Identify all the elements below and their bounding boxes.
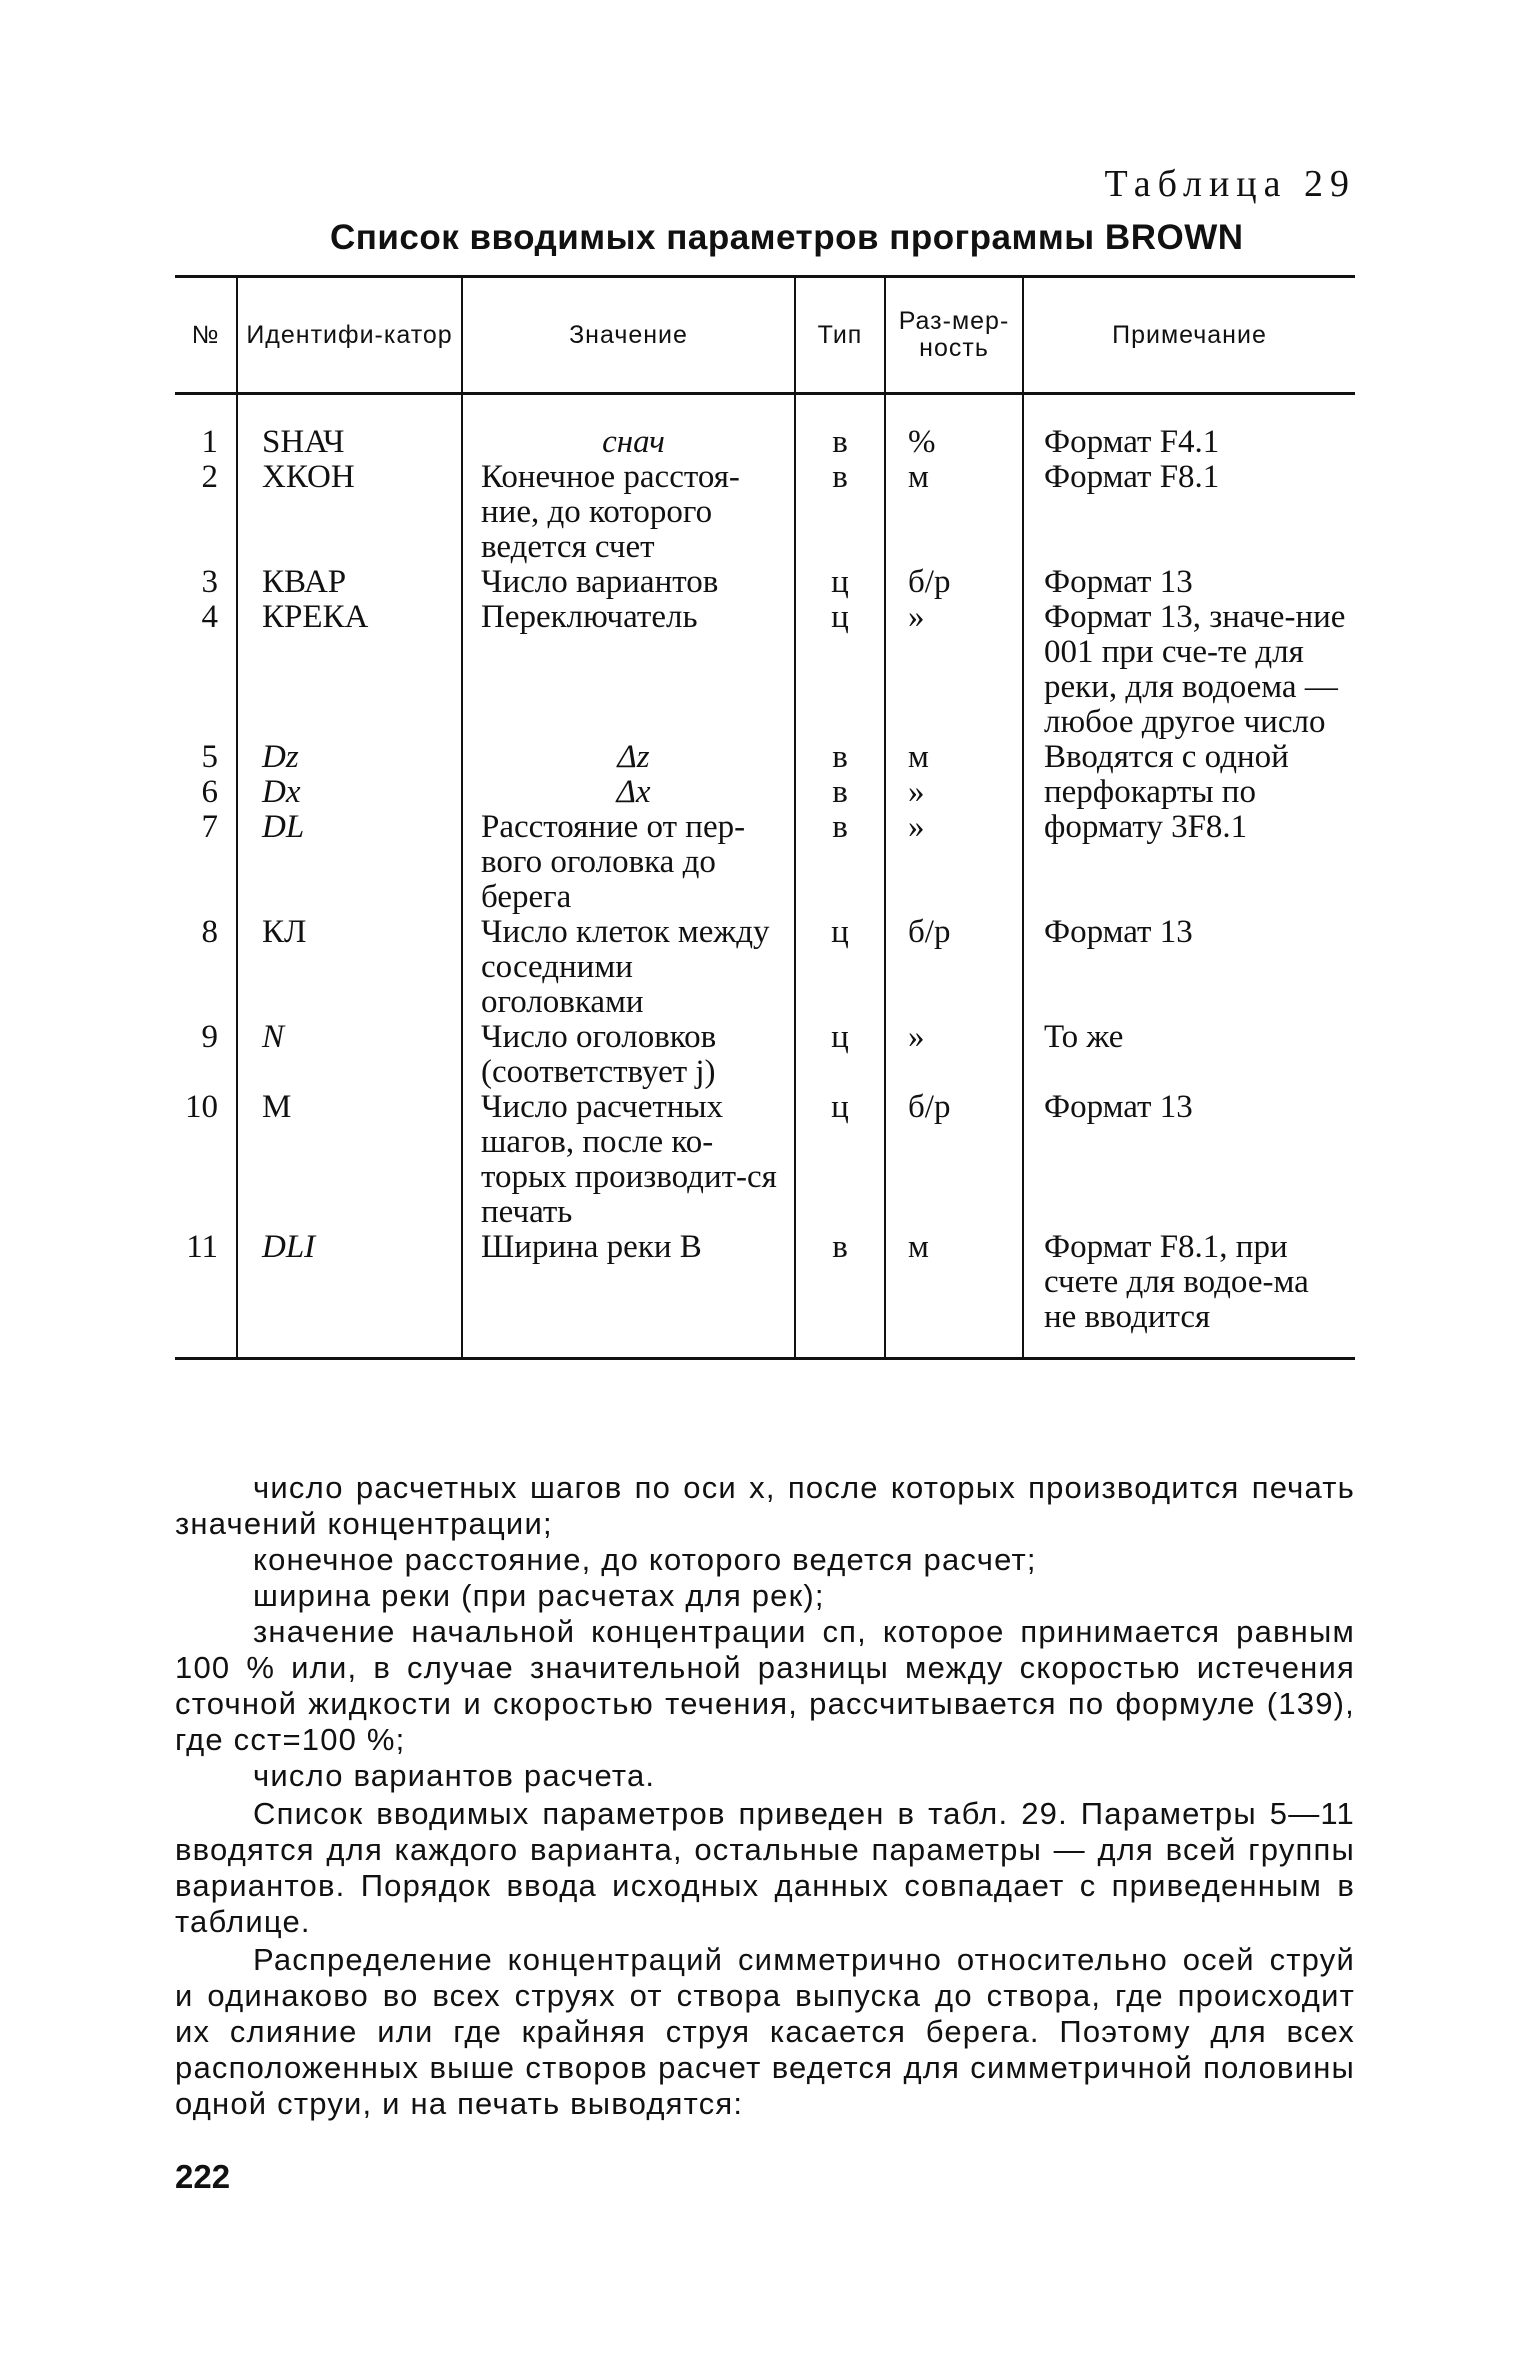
row-num: 6 xyxy=(201,774,218,810)
row-unit: б/р xyxy=(885,915,1023,1020)
row-type: в xyxy=(795,775,885,810)
row-note: Формат F8.1, при счете для водое-ма не вводится xyxy=(1023,1230,1355,1359)
row-value: Конечное расстоя-ние, до которого ведется счет xyxy=(462,460,795,565)
row-value: Число оголовков (соответствует j) xyxy=(462,1020,795,1090)
row-type: в xyxy=(795,460,885,565)
table-row xyxy=(175,1020,1355,1090)
row-num: 3 xyxy=(201,564,218,600)
row-unit: » xyxy=(885,600,1023,740)
row-value: Число клеток между соседними оголовками xyxy=(462,915,795,1020)
row-num: 7 xyxy=(201,809,218,845)
header-ident: Идентифи-катор xyxy=(237,277,462,394)
row-num: 8 xyxy=(201,914,218,950)
row-num: 9 xyxy=(201,1019,218,1055)
row-unit: м xyxy=(885,460,1023,565)
header-note: Примечание xyxy=(1023,277,1355,394)
table-row xyxy=(175,600,1355,740)
header-value: Значение xyxy=(462,277,795,394)
row-ident: КРЕКА xyxy=(237,600,462,740)
row-unit: » xyxy=(885,810,1023,915)
table-label: Таблица 29 xyxy=(1104,163,1356,205)
row-ident: Dz xyxy=(237,740,462,775)
row-ident: SНАЧ xyxy=(237,394,462,461)
row-note: Формат 13 xyxy=(1023,915,1355,1020)
header-unit: Раз-мер-ность xyxy=(885,277,1023,394)
row-num: 11 xyxy=(186,1229,218,1265)
row-num: 10 xyxy=(185,1089,218,1125)
table-row xyxy=(175,740,1355,775)
table-row xyxy=(175,565,1355,600)
paragraph: значение начальной концентрации cп, которое принимается равным 100 % или, в случае значительной разницы между скоростью истечения сточной жидкости и скоростью течения, рассчитывается по формуле (139), где cст=100 %; xyxy=(175,1614,1355,1757)
row-value: Δz xyxy=(462,740,795,775)
row-ident: M xyxy=(237,1090,462,1230)
row-type: ц xyxy=(795,1090,885,1230)
header-type: Тип xyxy=(795,277,885,394)
row-ident: XКОН xyxy=(237,460,462,565)
row-value: Δx xyxy=(462,775,795,810)
row-value: Переключатель xyxy=(462,600,795,740)
row-note: Формат 13 xyxy=(1023,565,1355,600)
row-value: Ширина реки B xyxy=(462,1230,795,1359)
paragraph: число вариантов расчета. xyxy=(253,1758,656,1793)
table-header-row xyxy=(175,277,1355,394)
row-value: Расстояние от пер-вого оголовка до берега xyxy=(462,810,795,915)
row-note: Вводятся с одной xyxy=(1023,740,1355,775)
table-row xyxy=(175,775,1355,810)
row-ident: DLI xyxy=(237,1230,462,1359)
row-type: в xyxy=(795,394,885,461)
row-unit: б/р xyxy=(885,1090,1023,1230)
row-type: в xyxy=(795,1230,885,1359)
body-text xyxy=(175,1470,1355,2122)
row-ident: N xyxy=(237,1020,462,1090)
table-title: Список вводимых параметров программы BROWN xyxy=(330,218,1244,257)
row-note: формату 3F8.1 xyxy=(1023,810,1355,915)
row-type: в xyxy=(795,740,885,775)
row-num: 4 xyxy=(201,599,218,635)
row-num: 5 xyxy=(201,739,218,775)
row-ident: DL xyxy=(237,810,462,915)
row-num: 2 xyxy=(201,459,218,495)
row-unit: м xyxy=(885,1230,1023,1359)
paragraph: число расчетных шагов по оси x, после которых производится печать значений концентрации; xyxy=(175,1470,1355,1541)
table-row xyxy=(175,810,1355,915)
row-note: Формат 13 xyxy=(1023,1090,1355,1230)
table-row xyxy=(175,915,1355,1020)
row-unit: м xyxy=(885,740,1023,775)
table-row xyxy=(175,460,1355,565)
page-number: 222 xyxy=(175,2158,231,2195)
row-unit: » xyxy=(885,1020,1023,1090)
row-unit: » xyxy=(885,775,1023,810)
paragraph: Список вводимых параметров приведен в табл. 29. Параметры 5—11 вводятся для каждого варианта, остальные параметры — для всей группы вариантов. Порядок ввода исходных данных совпадает с приведенным в таблице. xyxy=(175,1796,1355,1939)
row-value: Число вариантов xyxy=(462,565,795,600)
row-ident: КВАР xyxy=(237,565,462,600)
row-value: Число расчетных шагов, после ко-торых производит-ся печать xyxy=(462,1090,795,1230)
header-num: № xyxy=(191,320,220,349)
row-note: перфокарты по xyxy=(1023,775,1355,810)
row-ident: КЛ xyxy=(237,915,462,1020)
row-note: То же xyxy=(1023,1020,1355,1090)
row-value: cнач xyxy=(462,394,795,461)
table-row xyxy=(175,1090,1355,1230)
row-unit: % xyxy=(885,394,1023,461)
paragraph: конечное расстояние, до которого ведется расчет; xyxy=(253,1542,1037,1577)
parameters-table xyxy=(175,275,1355,1360)
row-note: Формат F4.1 xyxy=(1023,394,1355,461)
row-note: Формат 13, значе-ние 001 при сче-те для реки, для водоема — любое другое число xyxy=(1023,600,1355,740)
row-type: ц xyxy=(795,565,885,600)
row-type: ц xyxy=(795,915,885,1020)
row-note: Формат F8.1 xyxy=(1023,460,1355,565)
row-type: ц xyxy=(795,600,885,740)
paragraph: Распределение концентраций симметрично относительно осей струй и одинаково во всех струях от створа выпуска до створа, где происходит их слияние или где крайняя струя касается берега. Поэтому для всех расположенных выше створов расчет ведется для симметричной половины одной струи, и на печать выводятся: xyxy=(175,1942,1355,2121)
row-type: в xyxy=(795,810,885,915)
table-row xyxy=(175,1230,1355,1359)
table-row xyxy=(175,394,1355,461)
row-type: ц xyxy=(795,1020,885,1090)
row-unit: б/р xyxy=(885,565,1023,600)
row-num: 1 xyxy=(201,424,218,460)
paragraph: ширина реки (при расчетах для рек); xyxy=(253,1578,825,1613)
row-ident: Dx xyxy=(237,775,462,810)
